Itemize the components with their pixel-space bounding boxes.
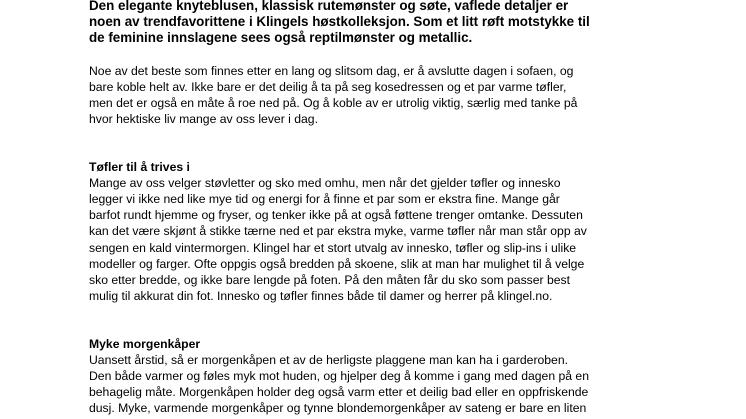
intro-line: men det er også en måte å roe ned på. Og å koble av er utrolig viktig, særlig med tanke på bbox=[89, 95, 578, 110]
body-line: dusj. Myke, varmende morgenkåper og tynne blondemorgenkåper av sateng er bare en liten bbox=[89, 401, 587, 416]
body-line: barfot rundt hjemme og fryser, og tenker ikke på at også føttene trenger omtanke. Dessuten bbox=[89, 208, 583, 223]
robes-paragraph bbox=[89, 352, 669, 416]
intro-paragraph bbox=[89, 63, 669, 127]
body-line: Den både varmer og føles myk mot huden, og hjelper deg å komme i gang med dagen på en bbox=[89, 369, 589, 384]
lead-line: de feminine innslagene sees også reptilmønster og metallic. bbox=[89, 29, 473, 45]
section-heading-slippers: Tøfler til å trives i bbox=[89, 160, 190, 175]
body-line: Uansett årstid, så er morgenkåpen et av de herligste plaggene man kan ha i garderoben. bbox=[89, 353, 568, 368]
lead-paragraph bbox=[89, 0, 669, 46]
body-line: legger vi ikke ned like mye tid og energi for å finne et par som er ekstra fine. Mange går bbox=[89, 192, 560, 207]
intro-line: bare koble helt av. Ikke bare er det deilig å ta på seg kosedressen og et par varme tøfler, bbox=[89, 79, 567, 94]
body-line: modeller og farger. Ofte oppgis også bredden på skoene, slik at man har mulighet til å velge bbox=[89, 256, 585, 271]
body-line: sko etter bredde, og ikke bare lengde på foten. På den måten får du sko som passer best bbox=[89, 272, 571, 287]
document-page bbox=[89, 0, 669, 416]
body-line: behagelig måte. Morgenkåpen holder deg også varm etter et deilig bad eller en oppfriskende bbox=[89, 385, 589, 400]
body-line: kan det være skjønt å stikke tærne ned et par ekstra myke, varme tøfler når man står opp av bbox=[89, 224, 587, 239]
lead-line: Den elegante knyteblusen, klassisk rutemønster og søte, vaflede detaljer er bbox=[89, 0, 569, 13]
intro-line: hvor hektiske liv mange av oss lever i dag. bbox=[89, 112, 318, 126]
body-line: mulig til akkurat din fot. Innesko og tøfler finnes både til damer og herrer på klingel.no. bbox=[89, 288, 553, 303]
section-heading-robes: Myke morgenkåper bbox=[89, 336, 201, 351]
slippers-paragraph bbox=[89, 175, 669, 304]
lead-line: noen av trendfavorittene i Klingels høstkolleksjon. Som et litt røft motstykke til bbox=[89, 13, 590, 29]
body-line: sengen en kald vintermorgen. Klingel har et stort utvalg av innesko, tøfler og slip-ins i ulike bbox=[89, 240, 577, 255]
body-line: Mange av oss velger støvletter og sko med omhu, men når det gjelder tøfler og innesko bbox=[89, 176, 561, 191]
intro-line: Noe av det beste som finnes etter en lang og slitsom dag, er å avslutte dagen i sofaen, og bbox=[89, 63, 574, 78]
